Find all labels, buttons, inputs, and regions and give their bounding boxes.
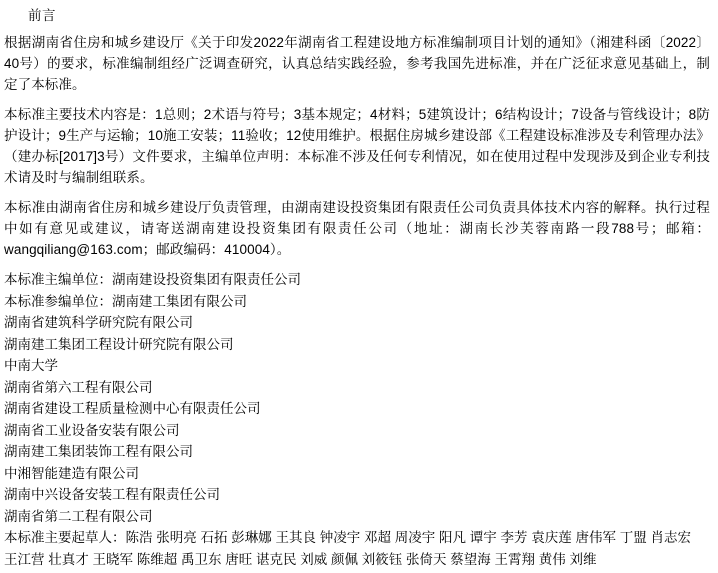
list-item: 湖南建工集团装饰工程有限公司 [4,444,193,459]
drafters-label: 本标准主要起草人： [4,530,126,545]
drafters-names-first-line: 陈浩 张明亮 石拓 彭琳娜 王其良 钟凌宇 邓超 周凌宇 阳凡 谭宇 李芳 袁庆莲 唐伟军 丁盟 肖志宏 [125,530,692,545]
drafters-line [4,527,710,549]
paragraph-administration: 本标准由湖南省住房和城乡建设厅负责管理，由湖南建设投资集团有限责任公司负责具体技术内容的解释。执行过程中如有意见或建议，请寄送湖南建设投资集团有限责任公司（地址：湖南长沙芙蓉南路一段788号；邮箱：wangqiliang@163.com；邮政编码：410004）。 [4,200,710,257]
list-item: 中南大学 [4,358,58,373]
list-item: 湖南省建设工程质量检测中心有限责任公司 [4,401,261,416]
paragraph-contents: 本标准主要技术内容是：1总则；2术语与符号；3基本规定；4材料；5建筑设计；6结构设计；7设备与管线设计；8防护设计；9生产与运输；10施工安装；11验收；12使用维护。根据住房城乡建设部《工程建设标准涉及专利管理办法》（建办标[2017]3号）文件要求，主编单位声明：本标准不涉及任何专利情况，如在使用过程中发现涉及到企业专利技术请及时与编制组联系。 [4,107,711,185]
participant-units-label: 本标准参编单位： [4,293,112,309]
chief-editor-label: 本标准主编单位： [4,272,112,287]
participant-unit-first: 湖南建工集团有限公司 [112,293,247,309]
list-item: 湖南省第六工程有限公司 [4,379,153,395]
chief-editor-value: 湖南建设投资集团有限责任公司 [112,272,301,287]
list-item: 湖南建工集团工程设计研究院有限公司 [4,336,234,352]
list-item: 湖南省工业设备安装有限公司 [4,422,180,438]
participant-units-line [4,291,710,313]
participant-units-list [4,312,710,527]
list-item: 湖南中兴设备安装工程有限责任公司 [4,487,220,502]
list-item: 湖南省建筑科学研究院有限公司 [4,315,193,330]
list-item: 湖南省第二工程有限公司 [4,508,153,524]
drafters-names-second-line: 王江营 壮真才 王晓军 陈维超 禹卫东 唐旺 谌克民 刘威 颜佩 刘筱钰 张倚天 蔡望海 王霄翔 黄伟 刘维 [4,551,597,567]
list-item: 中湘智能建造有限公司 [4,465,139,481]
page-title: 前言 [28,8,56,23]
chief-editor-line [4,269,710,291]
paragraph-background: 根据湖南省住房和城乡建设厅《关于印发2022年湖南省工程建设地方标准编制项目计划的通知》（湘建科函〔2022〕40号）的要求，标准编制组经广泛调查研究，认真总结实践经验，参考我国先进标准，并在广泛征求意见基础上，制定了本标准。 [4,35,710,92]
